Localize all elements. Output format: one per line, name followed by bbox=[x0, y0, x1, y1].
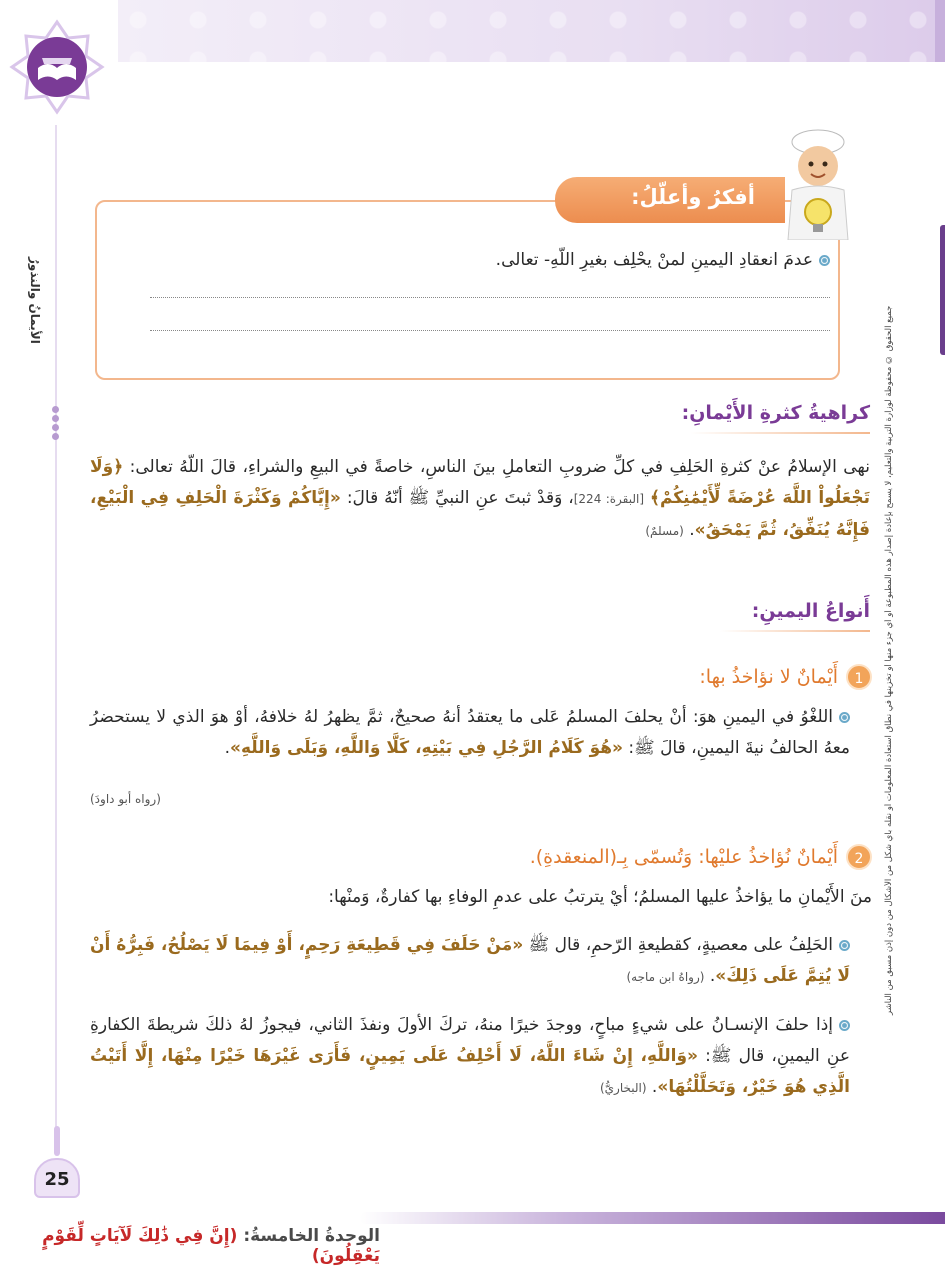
type2-intro: منَ الأَيْمانِ ما يؤاخذُ عليها المسلمُ؛ أيْ يترتبُ على عدمِ الوفاءِ بها كفارةٌ، وَمنْها: bbox=[328, 887, 872, 907]
type2-item-1: الحَلِفُ على معصيةٍ، كقطيعةِ الرّحمِ، قال ﷺ «مَنْ حَلَفَ فِي قَطِيعَةِ رَحِمٍ، أَوْ فِيمَا لَا يَصْلُحُ، فَبِرُّهُ أَنْ لَا يُتِمَّ عَلَى ذَلِكَ». (رواهُ ابن ماجه) bbox=[90, 935, 850, 986]
number-badge-2: 2 bbox=[846, 844, 872, 870]
type1-title: أَيْمانٌ لا نؤاخذُ بها: bbox=[699, 666, 838, 688]
hadith-2-source: (رواه أبو داودَ) bbox=[90, 792, 161, 806]
section1-paragraph: نهى الإسلامُ عنْ كثرةِ الحَلِفِ في كلِّ ضروبِ التعاملِ بينَ الناسِ، خاصةً في البيعِ والشراءِ، قالَ اللّهُ تعالى: ﴿وَلَا تَجْعَلُواْ اللَّهَ عُرْضَةً لِّأَيْمَٰنِكُمْ﴾ [البقرة: 224]، وَقدْ ثبتَ عنِ النبيِّ ﷺ أنّهُ قالَ: «إِيَّاكُمْ وَكَثْرَةَ الْحَلِفِ فِي الْبَيْعِ، فَإِنَّهُ يُنَفِّقُ، ثُمَّ يَمْحَقُ». (مسلمٌ) bbox=[90, 457, 871, 540]
type2-item2-text: إذا حلفَ الإنسـانُ على شيءٍ مباحٍ، ووجدَ خيرًا منهُ، تركَ الأولَ ونفذَ الثاني، فيجوزُ لهُ ذلكَ شريطةَ الكفارةِ عنِ اليمينِ، قال ﷺ: bbox=[90, 1015, 850, 1066]
hadith-2: «هُوَ كَلَامُ الرَّجُلِ فِي بَيْتِهِ، كَلَّا وَاللَّهِ، وَبَلَى وَاللَّهِ» bbox=[230, 738, 623, 758]
page-number-ornament bbox=[54, 1126, 60, 1156]
bullet-icon bbox=[839, 712, 850, 723]
verse-reference: [البقرة: 224] bbox=[573, 492, 645, 506]
footer-unit: الوحدةُ الخامسةُ: bbox=[243, 1226, 380, 1246]
footer-theme: (إِنَّ فِي ذَٰلِكَ لَآيَاتٍ لِّقَوْمٍ يَعْقِلُونَ) bbox=[42, 1226, 380, 1266]
section1-p1: نهى الإسلامُ عنْ كثرةِ الحَلِفِ في كلِّ ضروبِ التعاملِ بينَ الناسِ، خاصةً في البيعِ والشراءِ، قالَ اللّهُ تعالى: bbox=[129, 457, 870, 477]
type2-heading bbox=[90, 842, 872, 874]
section-heading-oath-types: أَنواعُ اليمينِ: bbox=[751, 600, 870, 622]
section-heading-oath-frequency: كراهيةُ كثرةِ الأَيْمانِ: bbox=[681, 402, 870, 424]
type2-item-2: إذا حلفَ الإنسـانُ على شيءٍ مباحٍ، ووجدَ خيرًا منهُ، تركَ الأولَ ونفذَ الثاني، فيجوزُ لهُ ذلكَ شريطةَ الكفارةِ عنِ اليمينِ، قال ﷺ: «وَاللَّهِ، إِنْ شَاءَ اللَّهُ، لَا أَحْلِفُ عَلَى يَمِينٍ، فَأَرَى غَيْرَهَا خَيْرًا مِنْهَا، إِلَّا أَتَيْتُ الَّذِي هُوَ خَيْرٌ، وَتَحَلَّلْتُهَا». (البخاريُّ) bbox=[90, 1015, 850, 1097]
answer-line-2[interactable] bbox=[150, 330, 830, 331]
type2-title: أَيْمانٌ نُؤاخذُ عليْها: وَتُسمّى بِـ(المنعقدةِ). bbox=[529, 846, 838, 868]
chapter-side-title: الأيمانُ والنذورُ bbox=[28, 256, 42, 344]
think-box bbox=[95, 200, 840, 380]
heading-underline bbox=[720, 630, 870, 632]
section1-p2: ، وَقدْ ثبتَ عنِ النبيِّ ﷺ أنّهُ قالَ: bbox=[346, 488, 574, 508]
left-margin-rule bbox=[55, 125, 57, 1145]
hadith-3: «مَنْ حَلَفَ فِي قَطِيعَةِ رَحِمٍ، أَوْ فِيمَا لَا يَصْلُحُ، فَبِرُّهُ أَنْ لَا يُتِمَّ عَلَى ذَلِكَ» bbox=[90, 935, 850, 986]
think-title: أفكرُ وأعلّلُ: bbox=[555, 177, 785, 223]
footer-unit-title bbox=[20, 1226, 380, 1266]
heading-underline bbox=[690, 432, 870, 434]
boy-lightbulb-icon bbox=[778, 128, 858, 240]
decorative-dots bbox=[49, 404, 61, 442]
type1-source-line bbox=[90, 784, 850, 815]
top-banner bbox=[118, 0, 945, 62]
type2-item1-text: الحَلِفُ على معصيةٍ، كقطيعةِ الرّحمِ، قال ﷺ bbox=[528, 935, 834, 955]
hadith-1-source: (مسلمٌ) bbox=[645, 524, 684, 538]
answer-line-1[interactable] bbox=[150, 297, 830, 298]
hadith-3-source: (رواهُ ابن ماجه) bbox=[626, 970, 705, 984]
bullet-icon bbox=[839, 1020, 850, 1031]
think-item bbox=[130, 250, 830, 270]
think-item-text: عدمَ انعقادِ اليمينِ لمنْ يحْلِف بغيرِ اللّهِ- تعالى. bbox=[495, 250, 813, 270]
quran-verse: ﴿وَلَا تَجْعَلُواْ اللَّهَ عُرْضَةً لِّأَيْمَٰنِكُمْ﴾ bbox=[90, 457, 871, 508]
page-number: 25 bbox=[34, 1158, 80, 1198]
footer-bar bbox=[360, 1212, 945, 1224]
hadith-4-source: (البخاريُّ) bbox=[599, 1081, 647, 1095]
hadith-1: «إِيَّاكُمْ وَكَثْرَةَ الْحَلِفِ فِي الْبَيْعِ، فَإِنَّهُ يُنَفِّقُ، ثُمَّ يَمْحَقُ» bbox=[90, 488, 870, 540]
right-edge-tab bbox=[940, 225, 945, 355]
bullet-icon bbox=[839, 940, 850, 951]
type1-body: اللغْوُ في اليمينِ هوَ: أنْ يحلفَ المسلمُ عَلى ما يعتقدُ أنهُ صحيحٌ، ثمَّ يظهرُ لهُ خلافهُ، أوْ هوَ الذي لا يستحضرُ معهُ الحالفُ نيةَ اليمينِ، قالَ ﷺ: «هُوَ كَلَامُ الرَّجُلِ فِي بَيْتِهِ، كَلَّا وَاللَّهِ، وَبَلَى وَاللَّهِ». bbox=[90, 707, 850, 758]
bullet-icon bbox=[819, 255, 830, 266]
type1-heading bbox=[90, 662, 872, 694]
copyright-notice: جميع الحقوق © محفوظة لوزارة التربية والتعليم، لا يسمح بإعادة إصدار هذه المطبوعة أو أي جزء منها أو تخزينها في نطاق استعادة المعلومات أو نقله بأي شكل من الأشكال من دون إذن مسبق من الناشر bbox=[884, 305, 894, 1015]
quran-book-icon bbox=[8, 18, 106, 116]
type1-text: اللغْوُ في اليمينِ هوَ: أنْ يحلفَ المسلمُ عَلى ما يعتقدُ أنهُ صحيحٌ، ثمَّ يظهرُ لهُ خلافهُ، أوْ هوَ الذي لا يستحضرُ معهُ الحالفُ نيةَ اليمينِ، قالَ ﷺ: bbox=[90, 707, 850, 758]
number-badge-1: 1 bbox=[846, 664, 872, 690]
hadith-4: «وَاللَّهِ، إِنْ شَاءَ اللَّهُ، لَا أَحْلِفُ عَلَى يَمِينٍ، فَأَرَى غَيْرَهَا خَيْرًا مِنْهَا، إِلَّا أَتَيْتُ الَّذِي هُوَ خَيْرٌ، وَتَحَلَّلْتُهَا» bbox=[90, 1046, 850, 1097]
banner-tab bbox=[935, 0, 945, 62]
banner-pattern bbox=[118, 0, 945, 62]
